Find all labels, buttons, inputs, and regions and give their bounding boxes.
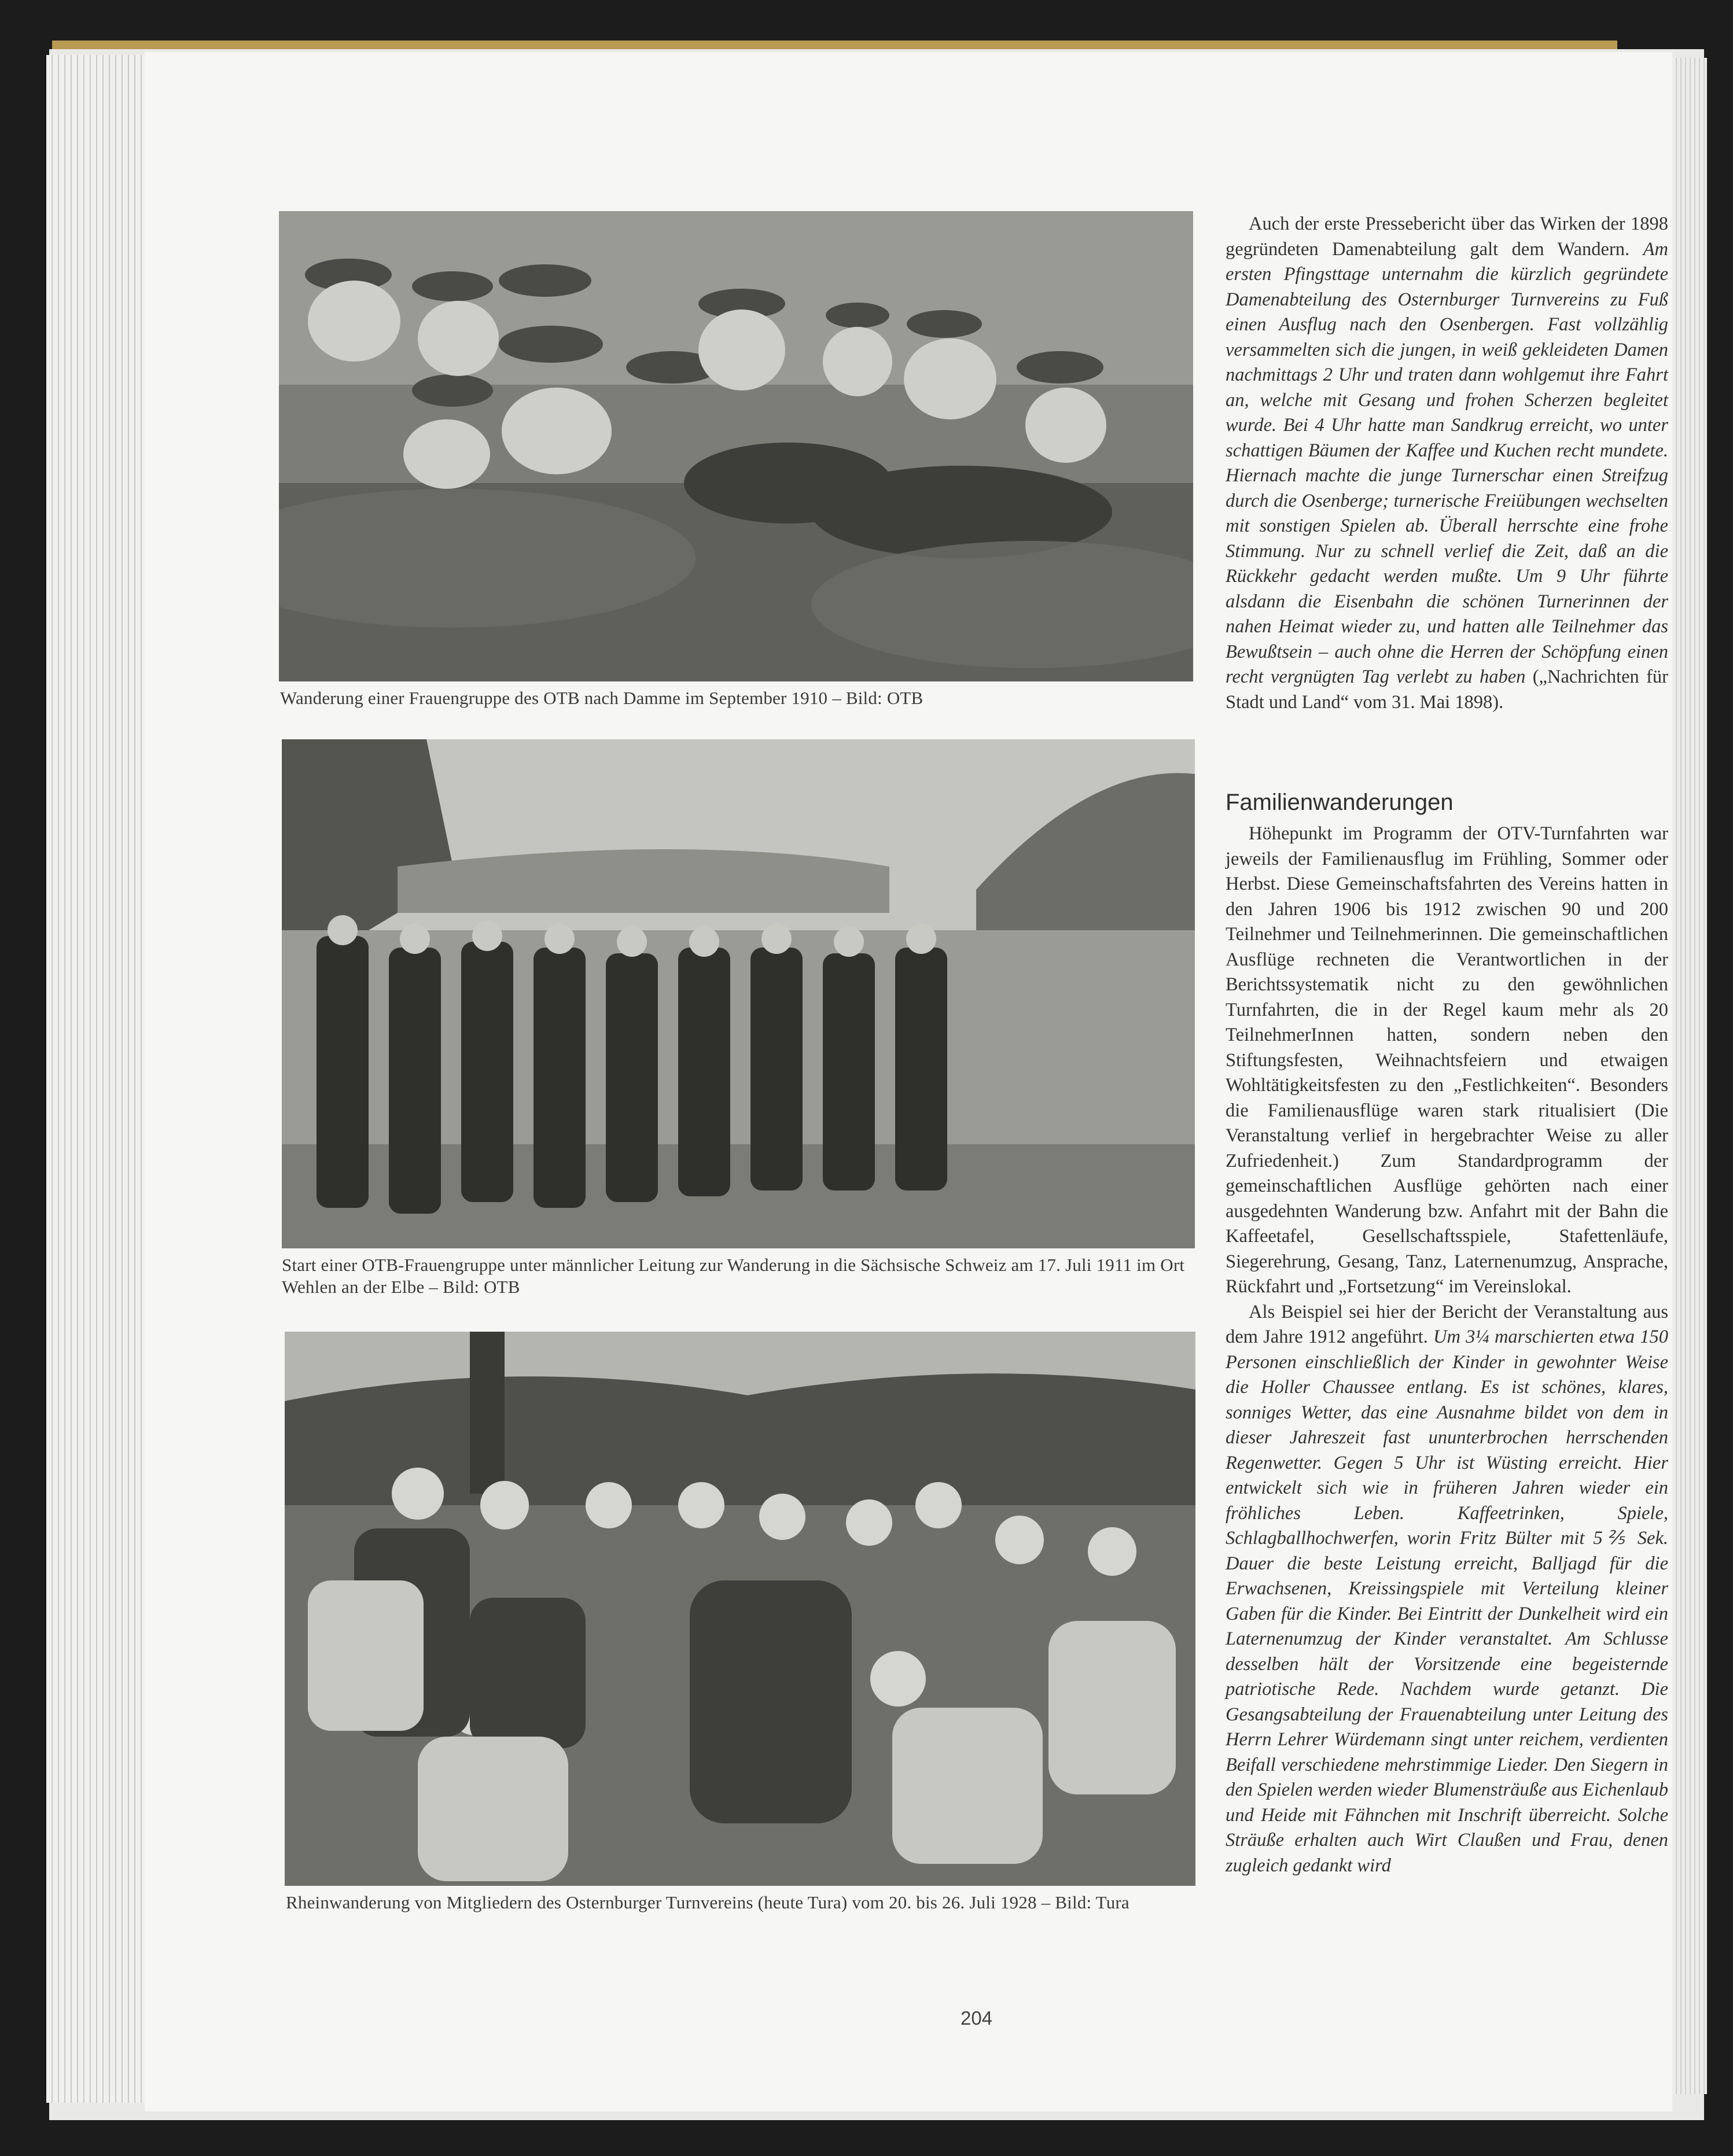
body-text-column-part-2 bbox=[1226, 821, 1668, 1878]
paragraph-report-1912 bbox=[1226, 1300, 1668, 1879]
photo-women-hiking-group-1910 bbox=[279, 211, 1193, 681]
page-number: 204 bbox=[961, 2007, 993, 2029]
page-edges-right bbox=[1672, 58, 1707, 2094]
photo-1-caption: Wanderung einer Frauengruppe des OTB nach Damme im September 1910 – Bild: OTB bbox=[280, 688, 923, 708]
photo-women-group-saxon-switzerland-1911 bbox=[282, 739, 1195, 1248]
photo-1-illustration bbox=[279, 211, 1193, 681]
photo-3-illustration bbox=[285, 1332, 1195, 1886]
photo-2-illustration bbox=[282, 739, 1195, 1248]
photo-rhine-hike-turnverein-1928 bbox=[285, 1332, 1195, 1886]
photo-2-caption: Start einer OTB-Frauengruppe unter männlicher Leitung zur Wanderung in die Sächsische Schweiz am 17. Juli 1911 im Ort Wehlen an der Elbe – Bild: OTB bbox=[282, 1255, 1185, 1297]
body-text-column-part-1 bbox=[1226, 212, 1668, 715]
press-report-quote: Am ersten Pfingsttage unternahm die kürzlich gegründete Damenabteilung des Osternburger Turnvereins zu Fuß einen Ausflug nach den Osenbergen. Fast vollzählig versammelten sich die jungen, in weiß gekleideten Damen nachmittags 2 Uhr und traten dann wohlgemut ihre Fahrt an, welche mit Gesang und frohen Scherzen begleitet wurde. Bei 4 Uhr hatte man Sandkrug erreicht, wo unter schattigen Bäumen der Kaffee und Kuchen recht mundete. Hiernach machte die junge Turnerschar einen Streifzug durch die Osenberge; turnerische Freiübungen wechselten mit sonstigen Spielen ab. Überall herrschte eine frohe Stimmung. Nur zu schnell verlief die Zeit, daß an die Rückkehr gedacht werden mußte. Um 9 Uhr führte alsdann die Eisenbahn die schönen Turnerinnen der nahen Heimat wieder zu, und hatten alle Teilnehmer das Bewußtsein – auch ohne die Herren der Schöpfung einen recht vergnügten Tag verlebt zu haben bbox=[1226, 238, 1668, 687]
report-1912-quote: Um 3¼ marschierten etwa 150 Personen einschließlich der Kinder in gewohnter Weise die Holler Chaussee entlang. Es ist schönes, klares, sonniges Wetter, das eine Ausnahme bildet von dem in dieser Jahreszeit fast ununterbrochen herrschenden Regenwetter. Gegen 5 Uhr ist Wüsting erreicht. Hier entwickelt sich wie in früheren Jahren wieder ein fröhliches Leben. Kaffeetrinken, Spiele, Schlagballhochwerfen, worin Fritz Bülter mit 5⅖ Sek. Dauer die beste Leistung erreicht, Balljagd für die Erwachsenen, Kreissingspiele mit Verteilung kleiner Gaben für die Kinder. Bei Eintritt der Dunkelheit wird ein Laternenumzug der Kinder veranstaltet. Am Schlusse desselben hält der Vorsitzende eine begeisternde patriotische Rede. Nachdem wurde getanzt. Die Gesangsabteilung der Frauenabteilung unter Leitung des Herrn Lehrer Würdemann singt unter reichem, verdienten Beifall verschiedene mehrstimmige Lieder. Den Siegern in den Spielen werden wieder Blumensträuße aus Eichenlaub und Heide mit Fähnchen mit Inschrift überreicht. Solche Sträuße erhalten auch Wirt Claußen und Frau, denen zugleich gedankt wird bbox=[1226, 1326, 1668, 1876]
paragraph-press-report bbox=[1226, 212, 1668, 715]
photo-3-caption: Rheinwanderung von Mitgliedern des Osternburger Turnvereins (heute Tura) vom 20. bis 26. Juli 1928 – Bild: Tura bbox=[286, 1892, 1129, 1912]
report-1912-intro: Als Beispiel sei hier der Bericht der Veranstaltung aus dem Jahre 1912 angeführt. bbox=[1226, 1301, 1668, 1347]
press-report-source: („Nachrichten für Stadt und Land“ vom 31. Mai 1898). bbox=[1226, 666, 1669, 713]
page-edges-left bbox=[46, 55, 145, 2103]
section-heading-familienwanderungen: Familienwanderungen bbox=[1226, 790, 1454, 815]
paragraph-family-outings: Höhepunkt im Programm der OTV-Turnfahrten war jeweils der Familienausflug im Frühling, Sommer oder Herbst. Diese Gemeinschaftsfahrten des Vereins hatten in den Jahren 1906 bis 1912 zwischen 90 und 200 Teilnehmer und Teilnehmerinnen. Die gemeinschaftlichen Ausflüge rechneten die Verantwortlichen in der Berichtssystematik nicht zu den gewöhnlichen Turnfahrten, die in der Regel kaum mehr als 20 TeilnehmerInnen hatten, sondern neben den Stiftungsfesten, Weihnachtsfeiern und etwaigen Wohltätigkeitsfesten zu den „Festlichkeiten“. Besonders die Familienausflüge waren stark ritualisiert (Die Veranstaltung verlief in hergebrachter Weise zu aller Zufriedenheit.) Zum Standardprogramm der gemeinschaftlichen Ausflüge gehörten nach einer ausgedehnten Wanderung bzw. Anfahrt mit der Bahn die Kaffeetafel, Gesellschaftsspiele, Stafettenläufe, Siegerehrung, Gesang, Tanz, Laternenumzug, Ansprache, Rückfahrt und „Fortsetzung“ im Vereinslokal. bbox=[1226, 823, 1668, 1297]
press-report-intro: Auch der erste Pressebericht über das Wirken der 1898 gegründeten Damenabteilung galt dem Wandern. bbox=[1226, 213, 1668, 260]
